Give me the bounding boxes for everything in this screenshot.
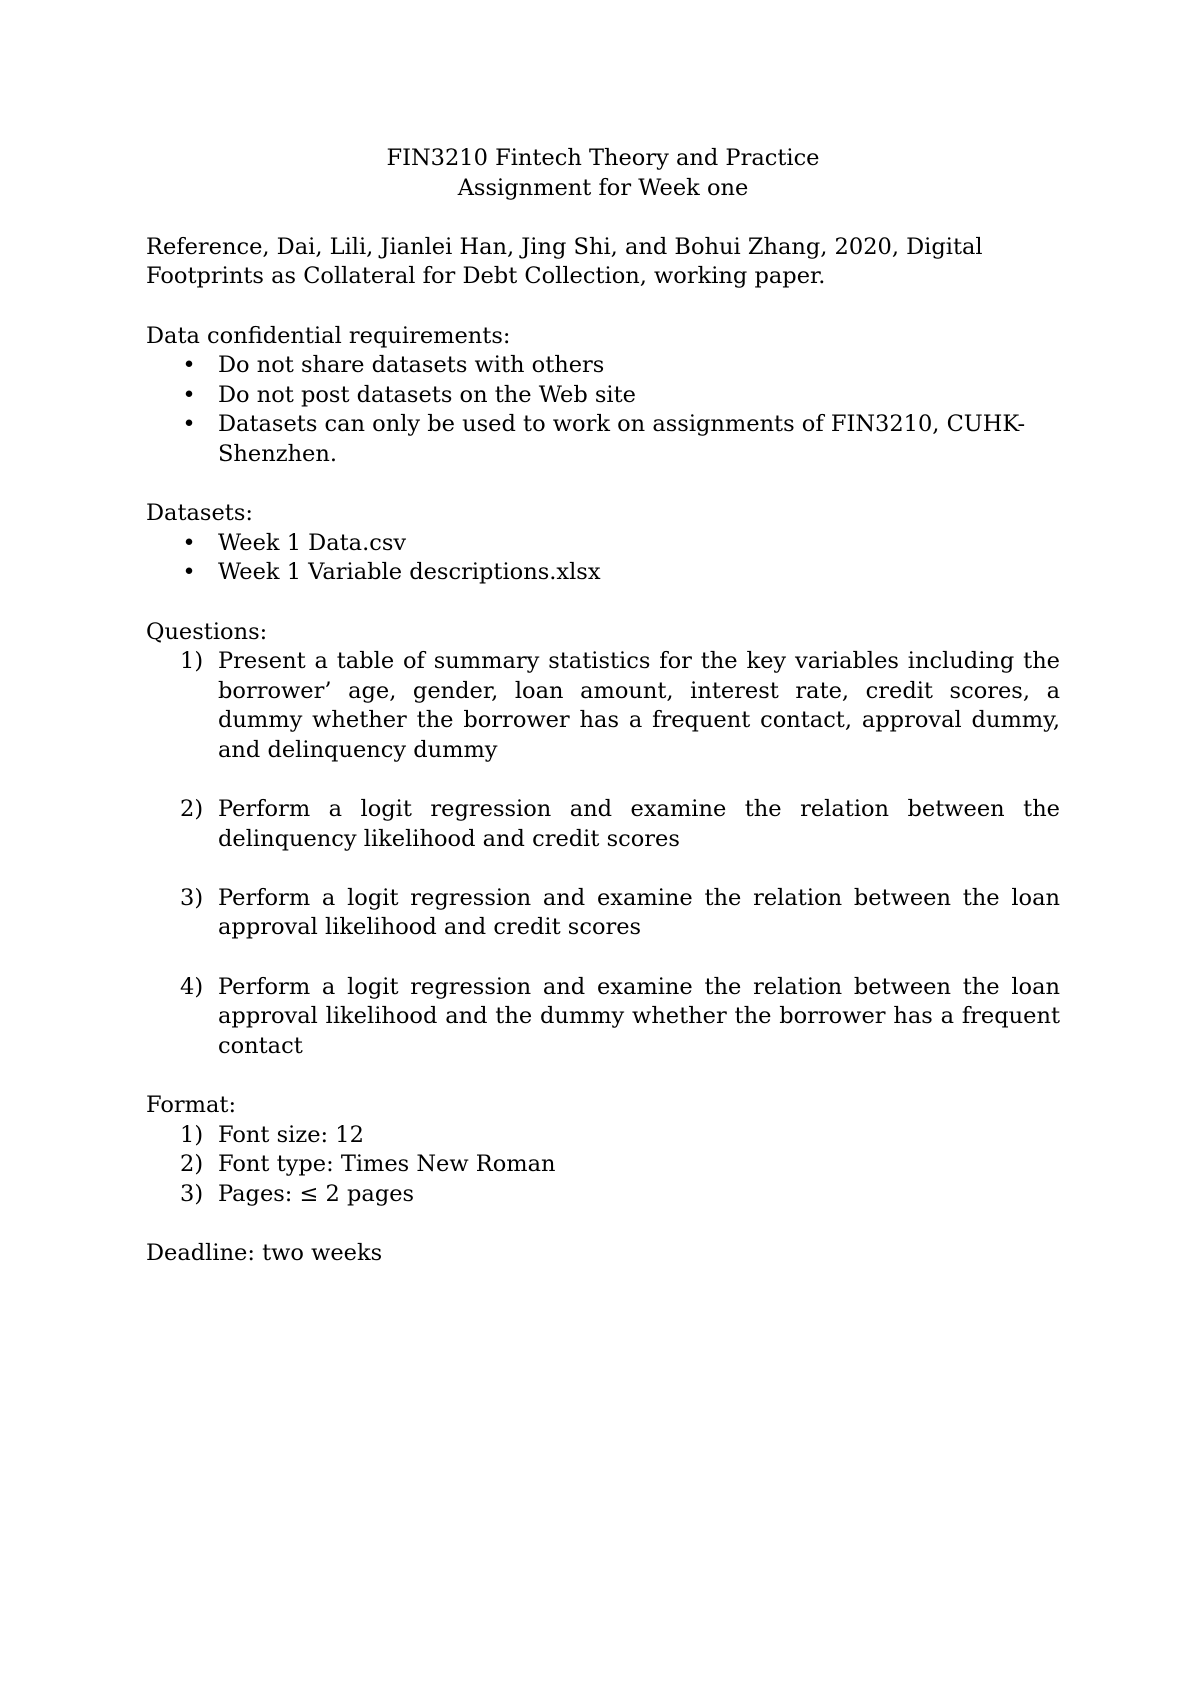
format-text: Font type: Times New Roman — [218, 1151, 556, 1178]
question-item — [146, 647, 1060, 765]
list-item — [146, 529, 1060, 559]
bullet-icon: • — [182, 529, 196, 556]
format-number: 3) — [180, 1180, 204, 1207]
list-item-text: Datasets can only be used to work on assignments of FIN3210, CUHK-Shenzhen. — [218, 411, 1026, 467]
datasets-label: Datasets: — [146, 500, 253, 527]
question-number: 4) — [180, 973, 204, 1000]
format-number: 1) — [180, 1121, 204, 1148]
question-number: 2) — [180, 796, 204, 823]
course-title: FIN3210 Fintech Theory and Practice — [386, 145, 820, 171]
bullet-icon: • — [182, 559, 196, 586]
list-item — [146, 351, 1060, 381]
questions-label: Questions: — [146, 618, 268, 645]
bullet-icon: • — [182, 411, 196, 438]
deadline-text: Deadline: two weeks — [146, 1239, 383, 1266]
format-item — [146, 1121, 1060, 1151]
list-item — [146, 558, 1060, 588]
question-item — [146, 884, 1060, 943]
question-number: 3) — [180, 884, 204, 911]
list-item-text: Do not share datasets with others — [218, 352, 605, 379]
bullet-icon: • — [182, 352, 196, 379]
question-item — [146, 973, 1060, 1062]
questions-list — [146, 647, 1060, 1061]
format-item — [146, 1150, 1060, 1180]
title-block — [146, 144, 1060, 203]
question-item — [146, 795, 1060, 854]
format-label: Format: — [146, 1092, 237, 1118]
list-item — [146, 381, 1060, 411]
question-number: 1) — [180, 648, 204, 675]
list-item-text: Do not post datasets on the Web site — [218, 381, 636, 408]
dataset-filename: Week 1 Variable descriptions.xlsx — [218, 559, 601, 586]
question-text: Perform a logit regression and examine the relation between the delinquency likelihood and credit scores — [218, 796, 1060, 852]
list-item — [146, 410, 1060, 469]
confidential-list — [146, 351, 1060, 469]
datasets-list — [146, 529, 1060, 588]
question-text: Perform a logit regression and examine the relation between the loan approval likelihood and the dummy whether the borrower has a frequent contact — [218, 973, 1060, 1059]
dataset-filename: Week 1 Data.csv — [218, 529, 407, 556]
assignment-title: Assignment for Week one — [457, 174, 749, 201]
format-text: Font size: 12 — [218, 1121, 364, 1148]
format-list — [146, 1121, 1060, 1210]
bullet-icon: • — [182, 381, 196, 408]
format-item — [146, 1180, 1060, 1210]
document-body — [146, 144, 1060, 1269]
confidential-label: Data confidential requirements: — [146, 322, 511, 349]
reference-paragraph: Reference, Dai, Lili, Jianlei Han, Jing Shi, and Bohui Zhang, 2020, Digital Footprints as Collateral for Debt Collection, working paper. — [146, 233, 983, 290]
question-text: Perform a logit regression and examine the relation between the loan approval likelihood and credit scores — [218, 884, 1060, 941]
format-number: 2) — [180, 1151, 204, 1178]
question-text: Present a table of summary statistics for the key variables including the borrower’ age, gender, loan amount, interest rate, credit scores, a dummy whether the borrower has a frequent contact, approval dummy, and delinquency dummy — [218, 648, 1060, 763]
format-text: Pages: ≤ 2 pages — [218, 1180, 415, 1207]
